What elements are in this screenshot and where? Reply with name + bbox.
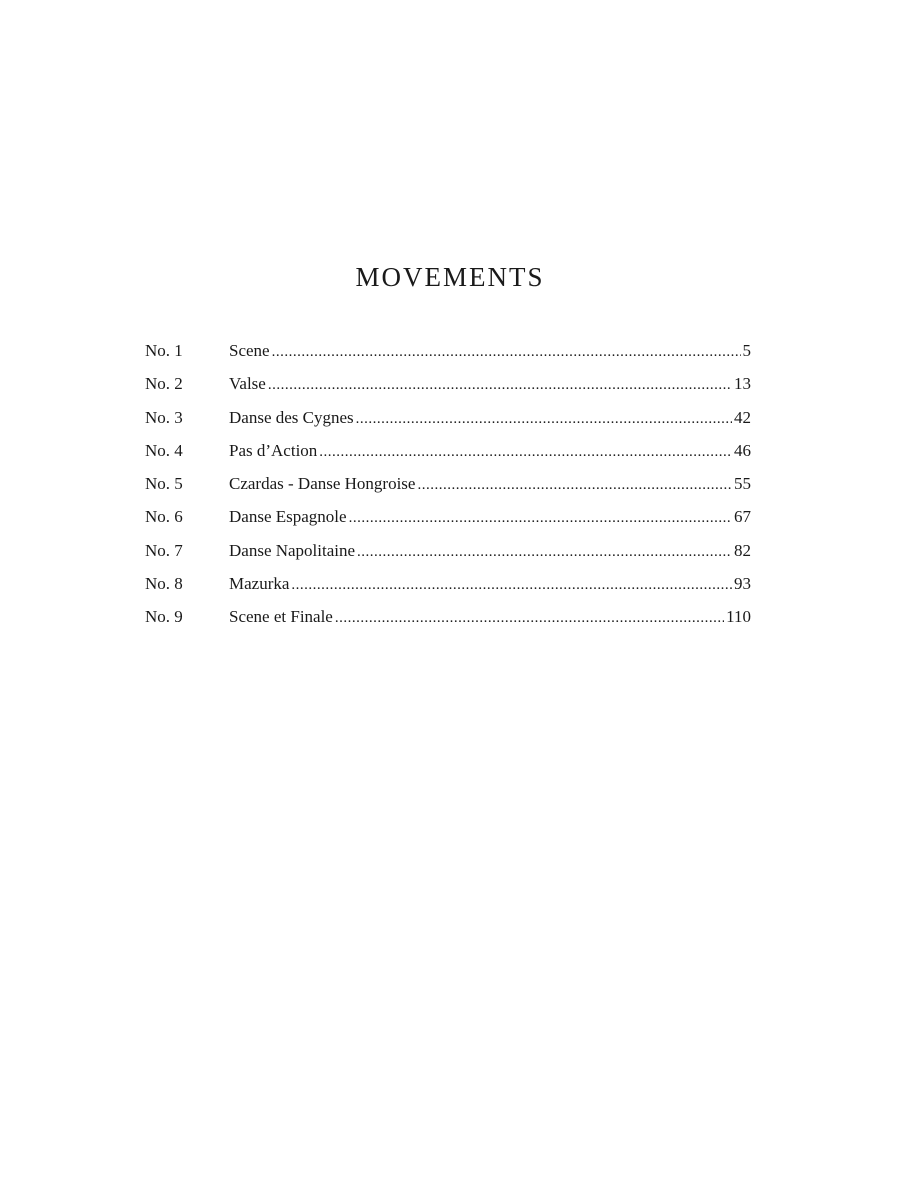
toc-page-number: 93 — [734, 574, 751, 594]
toc-title: Danse des Cygnes — [229, 407, 354, 427]
toc-title: Scene et Finale — [229, 607, 333, 627]
dot-leader — [357, 541, 732, 563]
dot-leader — [356, 408, 732, 430]
toc-number: No. 1 — [145, 341, 183, 360]
toc-page-number: 13 — [734, 374, 751, 394]
toc-entry-1[interactable] — [145, 340, 751, 373]
toc-entry-3[interactable] — [145, 407, 751, 440]
toc-title: Scene — [229, 341, 270, 360]
toc-page-number: 110 — [726, 607, 751, 627]
dot-leader — [272, 341, 741, 363]
toc-title: Danse Espagnole — [229, 507, 347, 527]
toc-entry-text — [229, 473, 751, 496]
table-of-contents — [145, 340, 751, 640]
toc-entry-6[interactable] — [145, 506, 751, 539]
toc-number: No. 6 — [145, 507, 183, 527]
toc-entry-text — [229, 606, 751, 629]
dot-leader — [268, 374, 732, 396]
toc-page-number: 5 — [742, 341, 751, 360]
toc-entry-7[interactable] — [145, 540, 751, 573]
toc-entry-8[interactable] — [145, 573, 751, 606]
toc-title: Danse Napolitaine — [229, 540, 356, 560]
dot-leader — [335, 607, 724, 629]
toc-entry-text — [229, 373, 751, 396]
toc-entry-2[interactable] — [145, 373, 751, 406]
toc-entry-text — [229, 573, 751, 596]
toc-page-number: 42 — [734, 407, 751, 427]
toc-entry-text — [229, 440, 751, 463]
toc-title: Czardas - Danse Hongroise — [229, 474, 416, 494]
toc-entry-text — [229, 340, 751, 363]
toc-page-number: 55 — [734, 474, 751, 494]
toc-entry-text — [229, 540, 751, 563]
toc-number: No. 5 — [145, 474, 183, 494]
toc-entry-5[interactable] — [145, 473, 751, 506]
dot-leader — [349, 507, 732, 529]
toc-entry-4[interactable] — [145, 440, 751, 473]
toc-title: Mazurka — [229, 574, 290, 594]
toc-title: Pas d’Action — [229, 440, 318, 460]
dot-leader — [319, 441, 732, 463]
toc-entry-9[interactable] — [145, 606, 751, 639]
toc-number: No. 9 — [145, 607, 183, 627]
toc-title: Valse — [229, 374, 266, 394]
toc-entry-text — [229, 506, 751, 529]
toc-number: No. 2 — [145, 374, 183, 394]
page-title: MOVEMENTS — [355, 262, 545, 292]
toc-number: No. 3 — [145, 407, 183, 427]
toc-entry-text — [229, 407, 751, 430]
toc-number: No. 8 — [145, 574, 183, 594]
toc-page-number: 46 — [734, 440, 751, 460]
dot-leader — [291, 574, 732, 596]
toc-page-number: 82 — [734, 540, 751, 560]
toc-page-number: 67 — [734, 507, 751, 527]
toc-number: No. 7 — [145, 540, 183, 560]
dot-leader — [417, 474, 732, 496]
toc-number: No. 4 — [145, 440, 183, 460]
